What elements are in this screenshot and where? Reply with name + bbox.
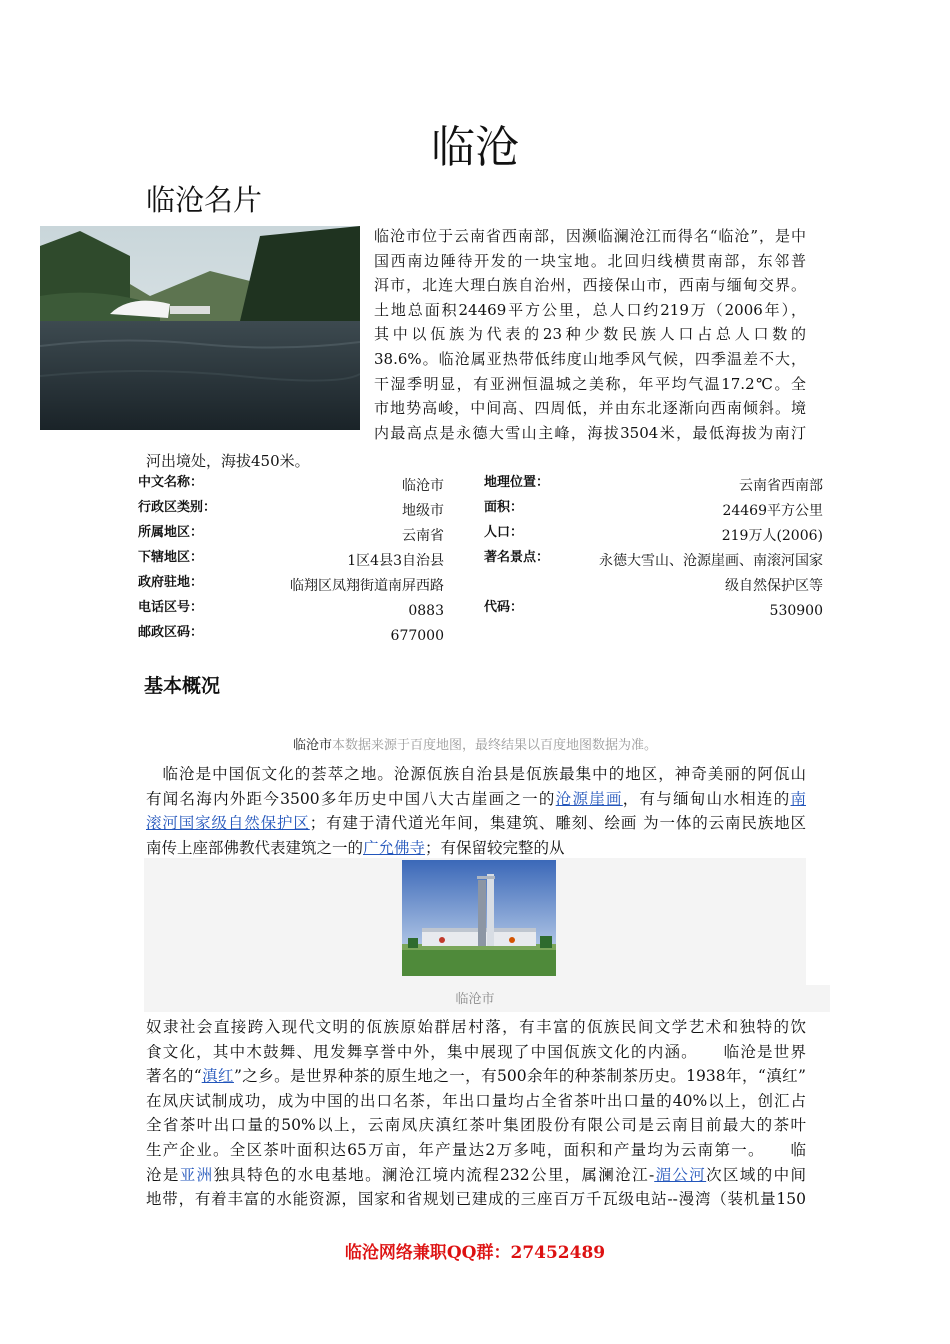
text-line <box>146 787 806 812</box>
info-value: 1区4县3自治县 <box>347 553 444 569</box>
text-line: 食文化，其中木鼓舞、甩发舞享誉中外，集中展现了中国佤族文化的内涵。 临沧是世界 <box>146 1042 806 1061</box>
text-line <box>146 1163 806 1188</box>
intro-line: 内最高点是永德大雪山主峰，海拔3504米，最低海拔为南汀 <box>374 423 806 442</box>
info-label: 著名景点： <box>484 550 550 565</box>
link-nangunhe[interactable]: 滚河国家级自然保护区 <box>146 814 310 833</box>
text-line <box>146 836 806 861</box>
card-heading: 临沧名片 <box>146 183 263 217</box>
text-span: ；有保留较完整的从 <box>425 838 565 857</box>
link-asia[interactable]: 亚洲 <box>179 1165 214 1184</box>
figure-caption: 临沧市 <box>455 992 495 1007</box>
body-paragraph <box>146 1015 806 1212</box>
text-line: 全省茶叶出口量的50%以上，云南凤庆滇红茶叶集团股份有限公司是云南目前最大的茶叶 <box>146 1116 806 1135</box>
text-line <box>146 811 806 836</box>
text-span: 南传上座部佛教代表建筑之一的 <box>146 838 364 857</box>
info-value: 云南省 <box>402 528 444 544</box>
map-note-city: 临沧市 <box>292 738 332 753</box>
intro-line: 38.6%。临沧属亚热带低纬度山地季风气候，四季温差不大， <box>374 349 806 368</box>
info-value: 677000 <box>390 628 444 644</box>
info-label: 邮政区码： <box>138 625 204 640</box>
info-label: 代码： <box>484 600 524 615</box>
info-value: 临翔区凤翔街道南屏西路 <box>290 578 444 594</box>
section-heading: 基本概况 <box>144 675 221 697</box>
footer-qq-group: 临沧网络兼职QQ群：27452489 <box>344 1243 606 1263</box>
intro-line: 其中以佤族为代表的23种少数民族人口占总人口数的 <box>374 325 806 344</box>
city-gate-photo <box>402 860 556 976</box>
intro-line: 临沧市位于云南省西南部，因濒临澜沧江而得名“临沧”，是中 <box>374 227 806 245</box>
text-span: 有闻名海内外距今3500多年历史中国八大古崖画之一的 <box>146 789 556 808</box>
page-title: 临沧 <box>431 122 519 173</box>
link-nangunhe[interactable]: 南 <box>790 789 806 808</box>
text-span: ，有与缅甸山水相连的 <box>622 789 791 808</box>
text-span: ；有建于清代道光年间，集建筑、雕刻、绘画 为一体的云南民族地区 <box>309 814 806 833</box>
info-value: 24469平方公里 <box>722 503 823 519</box>
info-value: 地级市 <box>402 503 444 519</box>
info-value: 云南省西南部 <box>739 478 823 494</box>
map-note <box>0 736 950 756</box>
text-line: 地带，有着丰富的水能资源，国家和省规划已建成的三座百万千瓦级电站--漫湾（装机量150 <box>146 1190 806 1209</box>
info-value: 530900 <box>769 603 823 619</box>
intro-line: 洱市，北连大理白族自治州，西接保山市，西南与缅甸交界。 <box>374 276 806 295</box>
intro-line: 干湿季明显，有亚洲恒温城之美称，年平均气温17.2℃。全 <box>374 374 806 393</box>
info-label: 人口： <box>484 525 524 540</box>
info-value: 219万人(2006) <box>721 528 823 544</box>
body-paragraph <box>146 762 806 860</box>
info-label: 行政区类别： <box>138 500 217 515</box>
intro-line: 市地势高峻，中间高、四周低，并由东北逐渐向西南倾斜。境 <box>374 399 806 418</box>
info-label: 政府驻地： <box>138 575 204 590</box>
intro-text <box>374 224 806 445</box>
link-dianhong[interactable]: 滇红 <box>201 1067 234 1086</box>
info-label: 地理位置： <box>484 475 550 490</box>
text-span: 著名的“ <box>146 1067 202 1086</box>
text-line: 临沧是中国佤文化的荟萃之地。沧源佤族自治县是佤族最集中的地区，神奇美丽的阿佤山 <box>146 765 806 783</box>
link-guangyun-temple[interactable]: 广允佛寺 <box>363 838 426 857</box>
text-span: 次区域的中间 <box>706 1165 806 1184</box>
text-line: 奴隶社会直接跨入现代文明的佤族原始群居村落，有丰富的佤族民间文学艺术和独特的饮 <box>146 1018 806 1036</box>
info-value: 0883 <box>408 603 444 619</box>
info-label: 中文名称： <box>138 475 204 490</box>
text-span: 独具特色的水电基地。澜沧江境内流程232公里，属澜沧江- <box>213 1165 655 1184</box>
lake-photo <box>40 226 360 430</box>
intro-line: 土地总面积24469平方公里，总人口约219万（2006年）， <box>374 300 806 319</box>
text-line: 生产企业。全区茶叶面积达65万亩，年产量达2万多吨，面积和产量均为云南第一。 临 <box>146 1140 806 1159</box>
info-label: 下辖地区： <box>138 550 204 565</box>
info-value: 级自然保护区等 <box>725 578 823 594</box>
intro-tail: 河出境处，海拔450米。 <box>146 452 310 470</box>
text-span: 沧是 <box>146 1165 180 1184</box>
link-cangyuan-yahua[interactable]: 沧源崖画 <box>555 789 623 808</box>
info-value: 临沧市 <box>402 478 444 494</box>
map-note-text: 本数据来源于百度地图，最终结果以百度地图数据为准。 <box>332 738 658 753</box>
figure-box-edge <box>806 985 830 1012</box>
link-mekong[interactable]: 湄公河 <box>654 1165 707 1184</box>
text-span: ”之乡。是世界种茶的原生地之一，有500余年的种茶制茶历史。1938年，“滇红” <box>233 1067 806 1086</box>
intro-line: 国西南边陲待开发的一块宝地。北回归线横贯南部，东邻普 <box>374 251 806 270</box>
info-value: 永德大雪山、沧源崖画、南滚河国家 <box>599 553 823 569</box>
info-label: 所属地区： <box>138 525 204 540</box>
text-line <box>146 1064 806 1089</box>
info-label: 面积： <box>484 500 524 515</box>
text-line: 在凤庆试制成功，成为中国的出口名茶，年出口量均占全省茶叶出口量的40%以上，创汇占 <box>146 1091 806 1110</box>
info-label: 电话区号： <box>138 600 204 615</box>
